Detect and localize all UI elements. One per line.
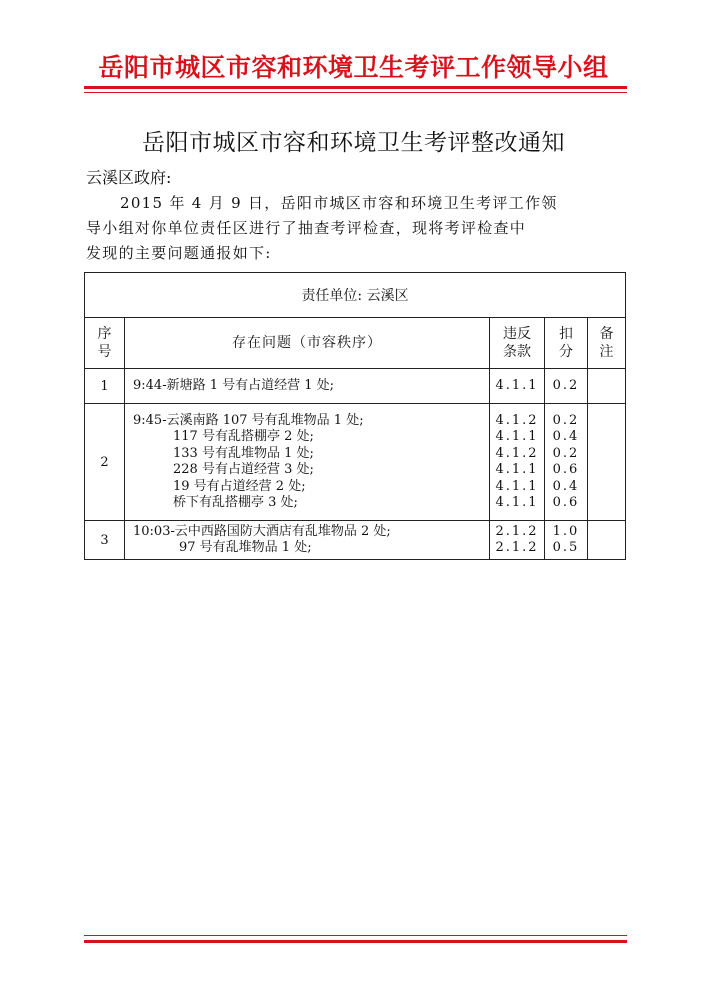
row-deductions: 0.2 0.4 0.2 0.6 0.4 0.6	[545, 404, 588, 521]
row-remark	[588, 521, 626, 560]
issues-table	[84, 272, 626, 560]
table-row	[85, 521, 626, 560]
header-rule-thin	[84, 92, 627, 93]
header-deduction: 扣 分	[545, 318, 588, 369]
row-seq: 1	[85, 369, 125, 404]
body-line: 发现的主要问题通报如下:	[86, 244, 272, 262]
header-rule-thick	[84, 86, 627, 89]
unit-row	[85, 273, 626, 318]
row-clauses: 2.1.2 2.1.2	[490, 521, 545, 560]
row-clauses: 4.1.1	[490, 369, 545, 404]
row-seq: 2	[85, 404, 125, 521]
row-deductions: 0.2	[545, 369, 588, 404]
row-clauses: 4.1.2 4.1.1 4.1.2 4.1.1 4.1.1 4.1.1	[490, 404, 545, 521]
row-deductions: 1.0 0.5	[545, 521, 588, 560]
body-line: 2015 年 4 月 9 日，岳阳市城区市容和环境卫生考评工作领	[120, 194, 558, 212]
row-remark	[588, 404, 626, 521]
row-seq: 3	[85, 521, 125, 560]
row-problems: 9:44-新塘路 1 号有占道经营 1 处;	[125, 369, 490, 404]
table-header-row	[85, 318, 626, 369]
header-clause: 违反 条款	[490, 318, 545, 369]
row-problems: 10:03-云中西路国防大酒店有乱堆物品 2 处; 97 号有乱堆物品 1 处;	[125, 521, 490, 560]
header-remark: 备 注	[588, 318, 626, 369]
header-seq: 序 号	[85, 318, 125, 369]
footer-rule-thin	[84, 935, 627, 936]
organization-header: 岳阳市城区市容和环境卫生考评工作领导小组	[98, 53, 609, 82]
footer-rule-thick	[84, 940, 627, 943]
row-problems: 9:45-云溪南路 107 号有乱堆物品 1 处; 117 号有乱搭棚亭 2 处; 133 号有乱堆物品 1 处; 228 号有占道经营 3 处; 19 号有占道经营 2 处; 桥下有乱搭棚亭 3 处;	[125, 404, 490, 521]
notice-body	[86, 191, 626, 266]
body-line: 导小组对你单位责任区进行了抽查考评检查，现将考评检查中	[86, 219, 527, 237]
document-title: 岳阳市城区市容和环境卫生考评整改通知	[142, 130, 565, 156]
table-row	[85, 404, 626, 521]
table-row	[85, 369, 626, 404]
addressee: 云溪区政府:	[86, 168, 172, 187]
header-problem: 存在问题（市容秩序）	[125, 318, 490, 369]
row-remark	[588, 369, 626, 404]
responsible-unit: 责任单位: 云溪区	[85, 273, 626, 318]
